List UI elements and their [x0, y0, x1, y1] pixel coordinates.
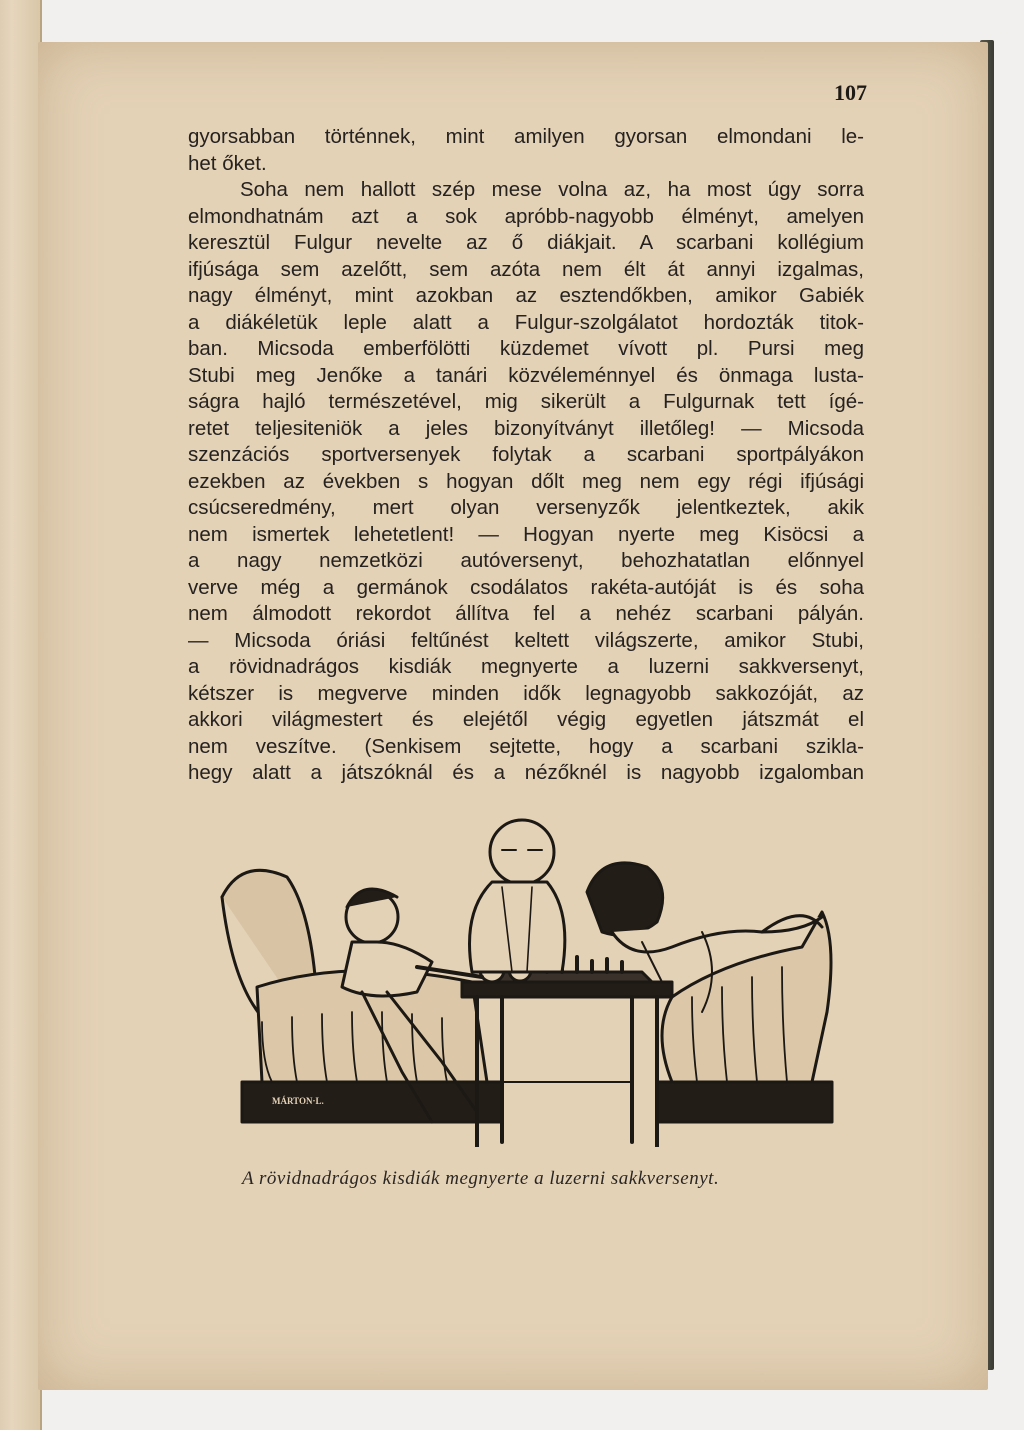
text-line: szenzációs sportversenyek folytak a scarbani sportpályákon: [188, 443, 864, 466]
text-line: het őket.: [188, 151, 267, 175]
text-line: Stubi meg Jenőke a tanári közvéleménnyel és önmaga lusta-: [188, 363, 864, 387]
body-text: [188, 124, 864, 787]
illustration-caption: A rövidnadrágos kisdiák megnyerte a luzerni sakkversenyt.: [242, 1168, 720, 1189]
book-page: [38, 42, 988, 1390]
illustrator-signature: MÁRTON·L.: [272, 1096, 324, 1106]
text-line: — Micsoda óriási feltűnést keltett világszerte, amikor Stubi,: [188, 628, 864, 652]
text-line: ifjúsága sem azelőtt, sem azóta nem élt át annyi izgalmas,: [188, 257, 864, 281]
chess-match-illustration: [202, 782, 844, 1147]
text-line: akkori világmestert és elejétől végig egyetlen játszmát el: [188, 708, 864, 731]
facing-page-edge: [0, 0, 42, 1430]
text-line: gyorsabban történnek, mint amilyen gyorsan elmondani le-: [188, 125, 864, 148]
text-line: a rövidnadrágos kisdiák megnyerte a luzerni sakkversenyt,: [188, 655, 864, 678]
text-line: elmondhatnám azt a sok apróbb-nagyobb élményt, amelyen: [188, 204, 864, 228]
text-line: ezekben az években s hogyan dőlt meg nem egy régi ifjúsági: [188, 469, 864, 493]
text-line: retet teljesiteniök a jeles bizonyítványt illetőleg! — Micsoda: [188, 416, 864, 440]
text-line: nagy élményt, mint azokban az esztendőkben, amikor Gabiék: [188, 284, 864, 307]
text-line: hegy alatt a játszóknál és a nézőknél is nagyobb izgalomban: [188, 761, 864, 784]
text-line: keresztül Fulgur nevelte az ő diákjait. A scarbani kollégium: [188, 231, 864, 254]
text-line: ban. Micsoda emberfölötti küzdemet vívott pl. Pursi meg: [188, 337, 864, 360]
text-line: verve még a germánok csodálatos rakéta-autóját is és soha: [188, 575, 864, 599]
text-line: nem ismertek lehetetlent! — Hogyan nyerte meg Kisöcsi a: [188, 522, 864, 546]
text-line: a nagy nemzetközi autóversenyt, behozhatatlan előnnyel: [188, 549, 864, 572]
text-line: nem veszítve. (Senkisem sejtette, hogy a scarbani szikla-: [188, 734, 864, 758]
text-line: ságra hajló természetével, mig sikerült a Fulgurnak tett ígé-: [188, 390, 864, 413]
page-number: 107: [834, 80, 867, 105]
text-line: nem álmodott rekordot állítva fel a nehéz scarbani pályán.: [188, 602, 864, 625]
text-line: csúcseredmény, mert olyan versenyzők jelentkeztek, akik: [188, 496, 864, 519]
text-line: a diákéletük leple alatt a Fulgur-szolgálatot hordozták titok-: [188, 310, 864, 334]
text-line: kétszer is megverve minden idők legnagyobb sakkozóját, az: [188, 681, 864, 705]
text-line: Soha nem hallott szép mese volna az, ha most úgy sorra: [240, 178, 864, 201]
